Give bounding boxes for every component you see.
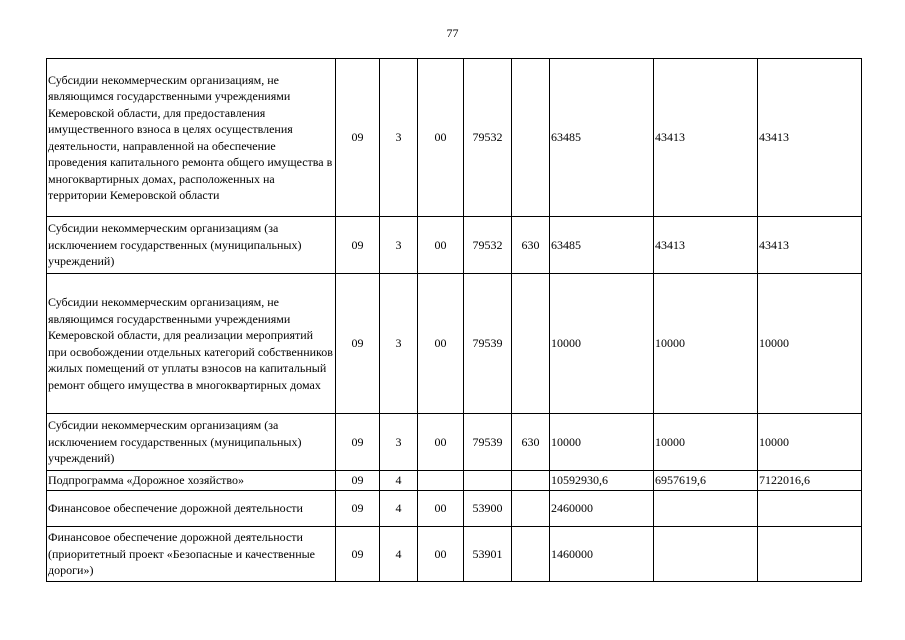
row-code2: 53900 [464, 491, 512, 527]
row-code2: 79539 [464, 274, 512, 414]
table-row [47, 471, 862, 491]
row-vr [512, 527, 550, 582]
table-row [47, 491, 862, 527]
row-name: Субсидии некоммерческим организациям, не являющимся государственными учреждениями Кемеровской области, для предоставления имущественного взноса в целях осуществления деятельности, направленной на обеспечение проведения капитального ремонта общего имущества в многоквартирных домах, расположенных на территории Кемеровской области [47, 59, 336, 217]
row-subsection: 4 [380, 527, 418, 582]
row-sum3: 10000 [758, 274, 862, 414]
row-sum1: 63485 [550, 217, 654, 274]
row-code1: 00 [418, 217, 464, 274]
row-name: Субсидии некоммерческим организациям (за исключением государственных (муниципальных) учреждений) [47, 217, 336, 274]
row-code1: 00 [418, 274, 464, 414]
table-row [47, 274, 862, 414]
row-section: 09 [336, 217, 380, 274]
row-subsection: 3 [380, 59, 418, 217]
row-sum3: 43413 [758, 59, 862, 217]
row-sum2 [654, 527, 758, 582]
row-subsection: 3 [380, 414, 418, 471]
row-sum1: 10000 [550, 274, 654, 414]
row-sum3: 43413 [758, 217, 862, 274]
row-vr: 630 [512, 217, 550, 274]
table-row [47, 217, 862, 274]
row-subsection: 4 [380, 491, 418, 527]
row-code1 [418, 471, 464, 491]
row-sum2: 43413 [654, 59, 758, 217]
row-sum3 [758, 491, 862, 527]
row-sum3: 7122016,6 [758, 471, 862, 491]
budget-table [46, 58, 862, 582]
row-name: Субсидии некоммерческим организациям (за исключением государственных (муниципальных) учреждений) [47, 414, 336, 471]
row-code1: 00 [418, 527, 464, 582]
page-number: 77 [446, 26, 459, 40]
table-row [47, 527, 862, 582]
row-sum2: 6957619,6 [654, 471, 758, 491]
row-code2: 79532 [464, 59, 512, 217]
row-code2 [464, 471, 512, 491]
row-subsection: 4 [380, 471, 418, 491]
row-vr [512, 274, 550, 414]
row-name: Финансовое обеспечение дорожной деятельности [47, 491, 336, 527]
row-name: Субсидии некоммерческим организациям, не являющимся государственными учреждениями Кемеровской области, для реализации мероприятий при освобождении отдельных категорий собственников жилых помещений от уплаты взносов на капитальный ремонт общего имущества в многоквартирных домах [47, 274, 336, 414]
row-code1: 00 [418, 491, 464, 527]
row-sum3: 10000 [758, 414, 862, 471]
row-sum1: 10000 [550, 414, 654, 471]
row-sum1: 1460000 [550, 527, 654, 582]
row-vr [512, 491, 550, 527]
row-sum1: 10592930,6 [550, 471, 654, 491]
row-section: 09 [336, 527, 380, 582]
row-sum2: 10000 [654, 414, 758, 471]
row-section: 09 [336, 274, 380, 414]
row-sum3 [758, 527, 862, 582]
row-section: 09 [336, 491, 380, 527]
row-vr: 630 [512, 414, 550, 471]
row-section: 09 [336, 414, 380, 471]
row-section: 09 [336, 471, 380, 491]
row-subsection: 3 [380, 217, 418, 274]
table-row [47, 414, 862, 471]
row-sum2: 43413 [654, 217, 758, 274]
row-subsection: 3 [380, 274, 418, 414]
row-sum2: 10000 [654, 274, 758, 414]
row-sum2 [654, 491, 758, 527]
row-name: Финансовое обеспечение дорожной деятельности (приоритетный проект «Безопасные и качественные дороги») [47, 527, 336, 582]
row-vr [512, 471, 550, 491]
row-sum1: 63485 [550, 59, 654, 217]
row-code2: 53901 [464, 527, 512, 582]
row-vr [512, 59, 550, 217]
row-code2: 79539 [464, 414, 512, 471]
table-row [47, 59, 862, 217]
row-name: Подпрограмма «Дорожное хозяйство» [47, 471, 336, 491]
row-code1: 00 [418, 59, 464, 217]
row-code2: 79532 [464, 217, 512, 274]
row-code1: 00 [418, 414, 464, 471]
row-section: 09 [336, 59, 380, 217]
row-sum1: 2460000 [550, 491, 654, 527]
